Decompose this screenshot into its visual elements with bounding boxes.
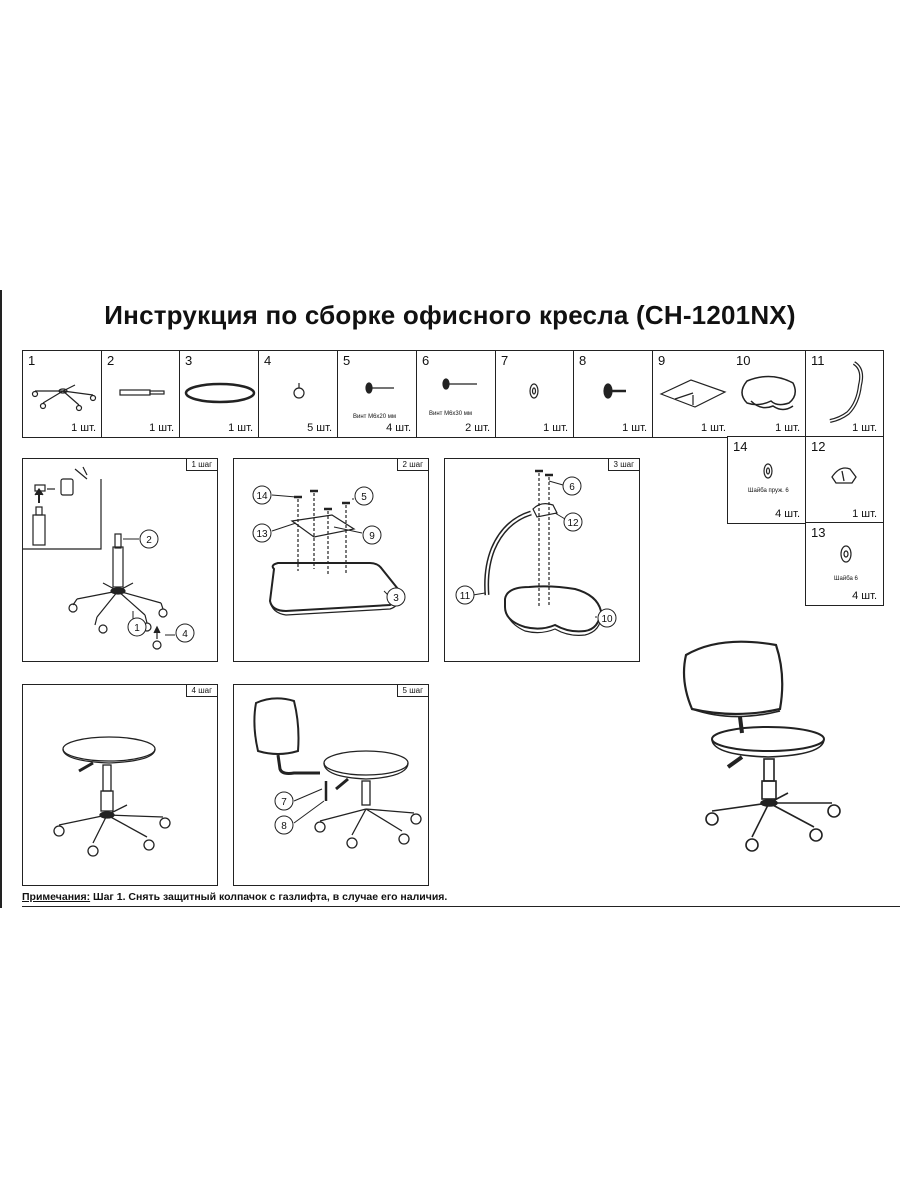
part-quantity: 1 шт. (228, 422, 253, 434)
step-3-panel (444, 458, 640, 662)
step-label: 2 шаг (397, 459, 428, 471)
part-number: 4 (264, 353, 272, 368)
part-quantity: 1 шт. (149, 422, 174, 434)
part-number: 8 (579, 353, 587, 368)
step-label: 1 шаг (186, 459, 217, 471)
part-quantity: 5 шт. (307, 422, 332, 434)
step-1-panel (22, 458, 218, 662)
callout-1: 1 (134, 623, 140, 634)
note-divider (22, 906, 900, 907)
part-cell-3 (179, 350, 260, 438)
part-cell-6 (416, 350, 497, 438)
callout-3: 3 (393, 593, 399, 604)
part-number: 10 (736, 353, 751, 368)
part-cell-5 (337, 350, 418, 438)
page-title: Инструкция по сборке офисного кресла (CH-1201NX) (104, 300, 796, 330)
assembly-note (22, 891, 447, 903)
part-label: Винт М6х30 мм (429, 411, 473, 417)
part-cell-9-10 (652, 350, 807, 438)
note-lead: Примечания: (22, 891, 91, 903)
part-number: 11 (811, 353, 825, 368)
step-2-diagram (234, 459, 430, 663)
callout-10: 10 (601, 614, 613, 625)
part-quantity: 1 шт. (622, 422, 647, 434)
part-cell-13 (805, 522, 884, 606)
part-number: 7 (501, 353, 509, 368)
office-chair-icon (670, 625, 870, 865)
part-cell-14 (727, 436, 807, 524)
part-cell-1 (22, 350, 103, 438)
step-4-panel (22, 684, 218, 886)
part-quantity: 1 шт. (701, 422, 726, 434)
part-quantity: 1 шт. (71, 422, 96, 434)
callout-14: 14 (256, 491, 268, 502)
step-3-diagram (445, 459, 641, 663)
step-2-panel (233, 458, 429, 662)
step-1-diagram (23, 459, 219, 663)
part-quantity: 1 шт. (852, 422, 877, 434)
part-number: 9 (658, 353, 666, 368)
part-number: 13 (811, 525, 826, 540)
part-quantity: 1 шт. (775, 422, 800, 434)
callout-9: 9 (369, 531, 375, 542)
step-5-diagram (234, 685, 430, 887)
part-number: 12 (811, 439, 826, 454)
assembled-chair-illustration (670, 625, 870, 865)
part-number: 14 (733, 439, 748, 454)
step-5-panel (233, 684, 429, 886)
step-label: 5 шаг (397, 685, 428, 697)
callout-11: 11 (459, 591, 471, 602)
part-quantity: 2 шт. (465, 422, 490, 434)
part-cell-2 (101, 350, 181, 438)
part-label: Шайба пруж. 6 (748, 488, 789, 494)
part-number: 5 (343, 353, 351, 368)
step-4-diagram (23, 685, 219, 887)
part-label: Шайба 6 (834, 576, 858, 582)
part-cell-7 (495, 350, 575, 438)
part-quantity: 4 шт. (775, 508, 800, 520)
part-number: 6 (422, 353, 430, 368)
part-quantity: 4 шт. (386, 422, 411, 434)
part-number: 2 (107, 353, 115, 368)
part-quantity: 4 шт. (852, 590, 877, 602)
part-cell-11 (805, 350, 884, 438)
callout-4: 4 (182, 629, 188, 640)
seat-board-icon (742, 376, 795, 409)
callout-5: 5 (361, 492, 367, 503)
part-cell-8 (573, 350, 654, 438)
step-label: 3 шаг (608, 459, 639, 471)
part-number: 3 (185, 353, 193, 368)
part-cell-4 (258, 350, 339, 438)
note-text: Шаг 1. Снять защитный колпачок с газлифта, в случае его наличия. (90, 891, 448, 903)
part-quantity: 1 шт. (852, 508, 877, 520)
callout-2: 2 (146, 535, 152, 546)
part-cell-12 (805, 436, 884, 524)
callout-13: 13 (256, 529, 268, 540)
step-label: 4 шаг (186, 685, 217, 697)
callout-12: 12 (567, 518, 579, 529)
callout-6: 6 (569, 482, 575, 493)
part-quantity: 1 шт. (543, 422, 568, 434)
callout-7: 7 (281, 797, 287, 808)
callout-8: 8 (281, 821, 287, 832)
page-left-edge (0, 290, 2, 908)
part-label: Винт М6х20 мм (353, 414, 397, 420)
part-number: 1 (28, 353, 36, 368)
